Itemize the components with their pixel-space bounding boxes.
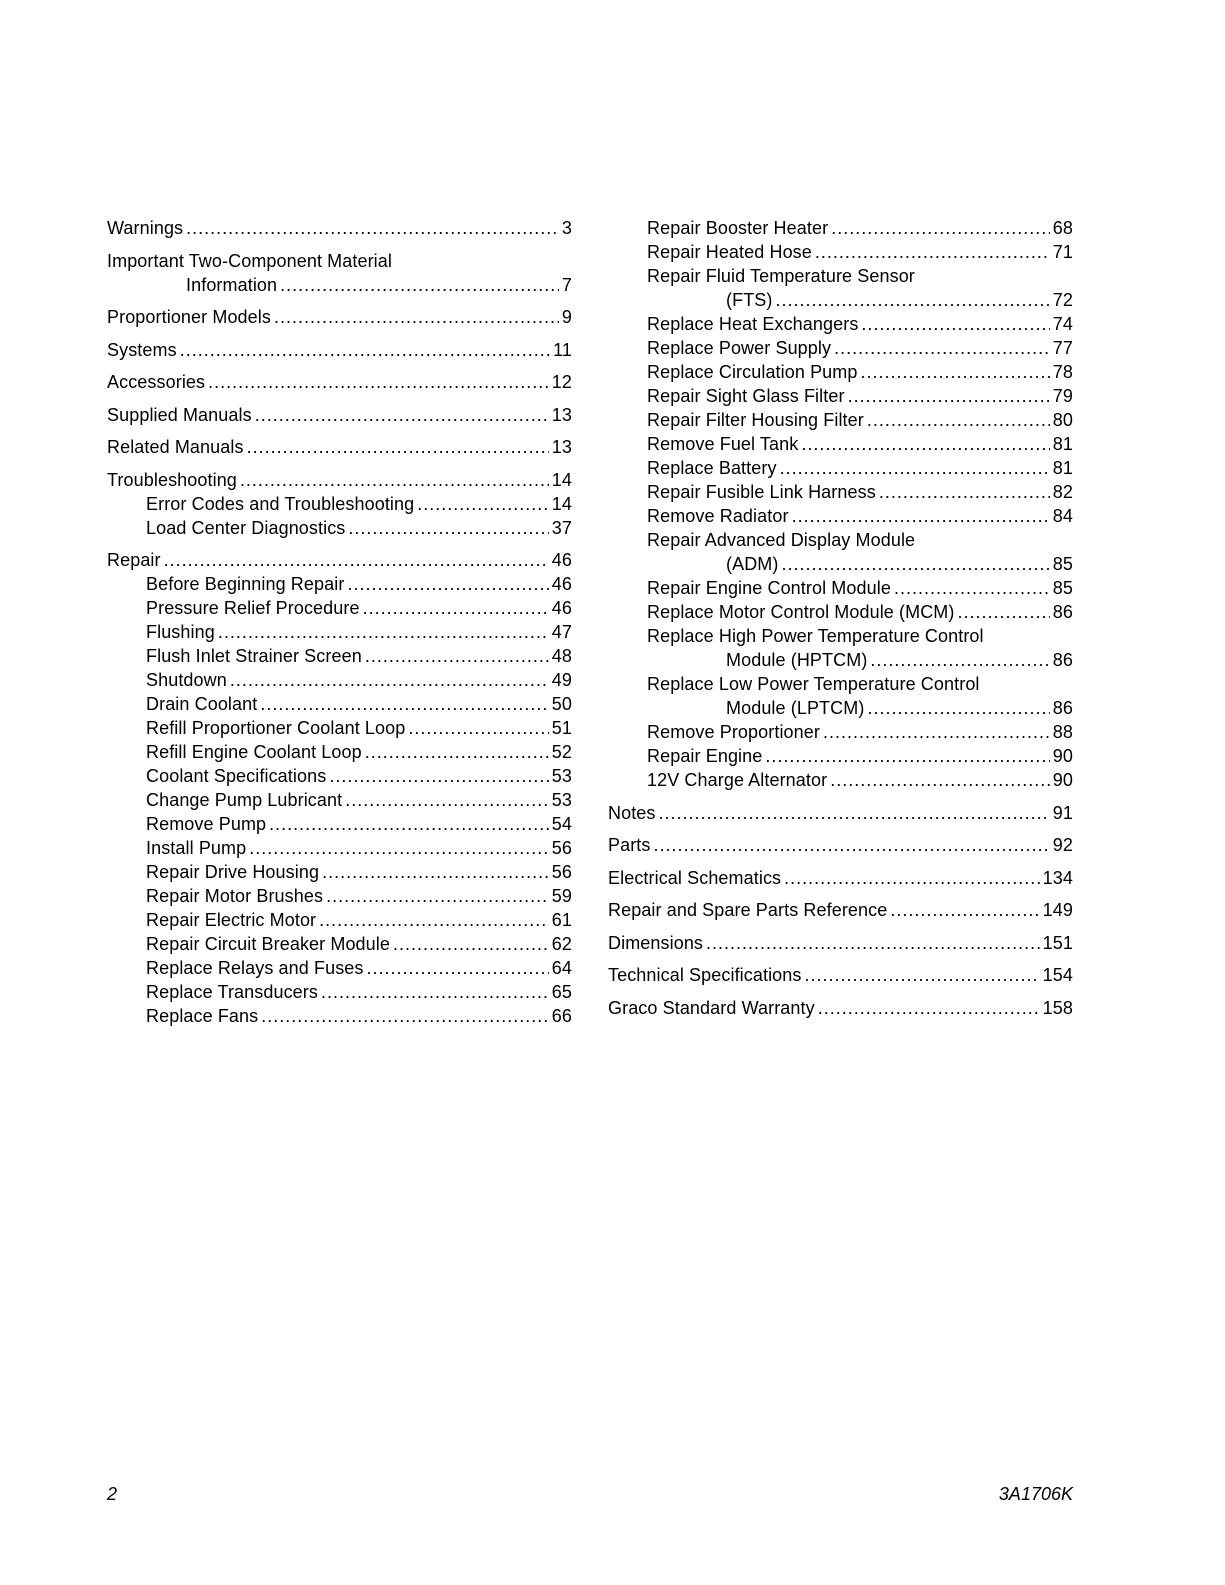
toc-entry[interactable]	[608, 528, 1073, 576]
toc-entry-title: Repair Fluid Temperature Sensor	[647, 266, 915, 286]
toc-entry-title: Remove Fuel Tank	[647, 434, 799, 454]
dot-leader	[326, 884, 549, 908]
toc-entry-page: 46	[551, 598, 572, 618]
toc-entry-page: 59	[551, 886, 572, 906]
toc-entry[interactable]	[107, 370, 572, 394]
toc-entry[interactable]	[107, 305, 572, 329]
toc-entry[interactable]	[608, 336, 1073, 360]
dot-leader	[319, 908, 549, 932]
toc-entry-title: Troubleshooting	[107, 469, 237, 490]
toc-entry[interactable]	[608, 312, 1073, 336]
dot-leader	[393, 932, 549, 956]
dot-leader	[322, 860, 549, 884]
toc-entry[interactable]	[107, 620, 572, 644]
toc-entry-title: Proportioner Models	[107, 307, 271, 327]
toc-entry[interactable]	[107, 860, 572, 884]
toc-entry-page: 77	[1052, 338, 1073, 358]
toc-entry-title: Repair Booster Heater	[647, 218, 829, 238]
toc-entry-page: 13	[551, 437, 572, 457]
toc-entry[interactable]	[608, 672, 1073, 720]
toc-entry-title: Important Two-Component Material	[107, 250, 392, 271]
toc-entry[interactable]	[107, 668, 572, 692]
toc-entry-title: Remove Pump	[146, 814, 267, 834]
toc-entry-title: Remove Proportioner	[647, 722, 820, 742]
toc-entry[interactable]	[107, 908, 572, 932]
dot-leader	[230, 668, 549, 692]
dot-leader	[830, 768, 1050, 792]
toc-entry-page: 13	[551, 404, 572, 425]
dot-leader	[834, 336, 1050, 360]
toc-entry-page: 86	[1052, 698, 1073, 718]
toc-entry[interactable]	[608, 963, 1073, 987]
toc-entry[interactable]	[107, 764, 572, 788]
toc-entry-title: Pressure Relief Procedure	[146, 598, 360, 618]
toc-entry-title: Accessories	[107, 372, 206, 392]
toc-entry-page: 74	[1052, 314, 1073, 334]
dot-leader	[347, 572, 548, 596]
toc-entry-title: Electrical Schematics	[608, 867, 782, 888]
toc-entry-page: 11	[553, 339, 572, 360]
toc-entry-title: Graco Standard Warranty	[608, 997, 815, 1018]
dot-leader	[775, 288, 1049, 312]
toc-entry-title: Change Pump Lubricant	[146, 790, 343, 810]
dot-leader	[792, 504, 1050, 528]
toc-entry-page: 81	[1052, 458, 1073, 478]
toc-entry-title: Load Center Diagnostics	[146, 517, 346, 538]
toc-entry-title: Replace Relays and Fuses	[146, 958, 364, 978]
toc-entry-title: Dimensions	[608, 932, 704, 953]
toc-entry-page: 14	[551, 469, 572, 490]
toc-entry-title: Repair Sight Glass Filter	[647, 386, 845, 406]
toc-entry-title: Replace Battery	[647, 458, 777, 478]
dot-leader	[879, 480, 1050, 504]
toc-entry-title: Repair Advanced Display Module	[647, 530, 916, 550]
toc-entry-page: 56	[551, 862, 572, 882]
toc-entry-title: Warnings	[107, 218, 184, 238]
toc-entry[interactable]	[107, 836, 572, 860]
toc-entry[interactable]	[107, 492, 572, 516]
dot-leader	[801, 432, 1049, 456]
dot-leader	[861, 360, 1050, 384]
toc-entry-page: 71	[1052, 242, 1073, 262]
toc-entry-page: 92	[1052, 835, 1073, 855]
toc-entry-title: Repair Filter Housing Filter	[647, 410, 864, 430]
toc-entry-page: 79	[1052, 386, 1073, 406]
toc-entry-title: Refill Proportioner Coolant Loop	[146, 718, 406, 738]
toc-entry-title-continued: Information	[186, 274, 278, 295]
toc-entry[interactable]	[608, 898, 1073, 922]
toc-entry[interactable]	[608, 576, 1073, 600]
toc-entry[interactable]	[107, 716, 572, 740]
toc-entry-page: 53	[551, 766, 572, 786]
dot-leader	[218, 620, 549, 644]
toc-entry[interactable]	[107, 692, 572, 716]
toc-entry[interactable]	[608, 384, 1073, 408]
toc-entry-title: Repair and Spare Parts Reference	[608, 900, 888, 920]
toc-entry[interactable]	[107, 740, 572, 764]
toc-entry[interactable]	[107, 1004, 572, 1028]
toc-entry[interactable]	[608, 408, 1073, 432]
toc-entry-title: Replace Fans	[146, 1006, 259, 1026]
toc-entry-page: 78	[1052, 362, 1073, 382]
dot-leader	[870, 648, 1049, 672]
dot-leader	[240, 468, 549, 492]
toc-entry[interactable]	[107, 516, 572, 540]
toc-entry-page: 56	[551, 838, 572, 858]
toc-entry-page: 14	[551, 493, 572, 514]
toc-entry-page: 84	[1052, 506, 1073, 526]
toc-entry[interactable]	[107, 572, 572, 596]
toc-entry-page: 54	[551, 814, 572, 834]
toc-entry-page: 46	[551, 550, 572, 570]
toc-entry-page: 37	[551, 517, 572, 538]
toc-entry-title: Flush Inlet Strainer Screen	[146, 646, 362, 666]
toc-entry[interactable]	[608, 866, 1073, 890]
toc-entry[interactable]	[107, 884, 572, 908]
toc-entry-page: 62	[551, 934, 572, 954]
toc-entry-title: Replace Circulation Pump	[647, 362, 858, 382]
toc-entry-title: Supplied Manuals	[107, 404, 252, 425]
toc-entry[interactable]	[608, 240, 1073, 264]
toc-entry-title: Replace Low Power Temperature Control	[647, 674, 980, 694]
dot-leader	[329, 764, 548, 788]
toc-entry[interactable]	[608, 768, 1073, 792]
toc-entry-title: Repair Fusible Link Harness	[647, 482, 876, 502]
toc-entry-title: Drain Coolant	[146, 694, 258, 714]
dot-leader	[365, 740, 549, 764]
toc-entry-title: Remove Radiator	[647, 506, 789, 526]
toc-entry-title: Repair Circuit Breaker Module	[146, 934, 390, 954]
dot-leader	[417, 492, 549, 516]
dot-leader	[255, 403, 549, 427]
dot-leader	[818, 996, 1040, 1020]
toc-entry-page: 3	[561, 218, 572, 238]
dot-leader	[345, 788, 549, 812]
toc-entry[interactable]	[107, 788, 572, 812]
toc-entry-page: 151	[1042, 932, 1073, 953]
dot-leader	[247, 435, 549, 459]
toc-entry-title-continued: (ADM)	[726, 554, 779, 574]
toc-entry-page: 82	[1052, 482, 1073, 502]
toc-entry-title: 12V Charge Alternator	[647, 770, 828, 790]
dot-leader	[408, 716, 548, 740]
dot-leader	[823, 720, 1050, 744]
toc-entry-title-continued: (FTS)	[726, 290, 773, 310]
toc-entry[interactable]	[608, 931, 1073, 955]
toc-entry-title: Repair	[107, 550, 161, 570]
dot-leader	[861, 312, 1049, 336]
toc-entry[interactable]	[107, 249, 572, 297]
dot-leader	[180, 338, 550, 362]
toc-entry-page: 154	[1042, 965, 1073, 985]
toc-entry-title-continued: Module (LPTCM)	[726, 698, 865, 718]
toc-entry-title: Technical Specifications	[608, 965, 802, 985]
toc-entry-page: 65	[551, 982, 572, 1002]
toc-entry-title: Install Pump	[146, 838, 247, 858]
toc-entry[interactable]	[107, 812, 572, 836]
dot-leader	[780, 456, 1050, 480]
toc-entry-title: Error Codes and Troubleshooting	[146, 493, 415, 514]
toc-entry[interactable]	[107, 403, 572, 427]
toc-entry-title: Replace Motor Control Module (MCM)	[647, 602, 955, 622]
document-code: 3A1706K	[998, 1484, 1073, 1504]
toc-entry-page: 72	[1052, 290, 1073, 310]
toc-entry[interactable]	[608, 624, 1073, 672]
toc-entry-page: 86	[1052, 650, 1073, 670]
toc-entry[interactable]	[608, 504, 1073, 528]
toc-entry-title: Repair Drive Housing	[146, 862, 320, 882]
toc-entry[interactable]	[107, 468, 572, 492]
dot-leader	[894, 576, 1050, 600]
toc-left-column	[107, 216, 572, 1028]
toc-entry[interactable]	[107, 548, 572, 572]
toc-entry-page: 48	[551, 646, 572, 666]
toc-entry-title: Replace High Power Temperature Control	[647, 626, 984, 646]
toc-entry-page: 81	[1052, 434, 1073, 454]
toc-entry-page: 90	[1052, 770, 1073, 790]
dot-leader	[867, 408, 1050, 432]
toc-entry-title: Shutdown	[146, 670, 227, 690]
dot-leader	[958, 600, 1050, 624]
toc-entry-page: 64	[551, 958, 572, 978]
dot-leader	[164, 548, 549, 572]
toc-entry[interactable]	[608, 600, 1073, 624]
toc-entry[interactable]	[608, 996, 1073, 1020]
toc-entry[interactable]	[608, 480, 1073, 504]
toc-entry-page: 47	[551, 622, 572, 642]
toc-entry-page: 80	[1052, 410, 1073, 430]
toc-entry-page: 158	[1042, 997, 1073, 1018]
toc-entry[interactable]	[107, 435, 572, 459]
toc-entry-title: Related Manuals	[107, 437, 244, 457]
dot-leader	[890, 898, 1039, 922]
toc-entry[interactable]	[107, 596, 572, 620]
toc-entry-page: 61	[551, 910, 572, 930]
toc-entry-title: Repair Engine Control Module	[647, 578, 891, 598]
toc-entry[interactable]	[608, 216, 1073, 240]
dot-leader	[261, 1004, 549, 1028]
dot-leader	[805, 963, 1040, 987]
dot-leader	[348, 516, 548, 540]
toc-entry-page: 85	[1052, 554, 1073, 574]
toc-entry-page: 51	[551, 718, 572, 738]
dot-leader	[831, 216, 1050, 240]
toc-entry-title-continued: Module (HPTCM)	[726, 650, 868, 670]
toc-entry-page: 90	[1052, 746, 1073, 766]
toc-entry-page: 49	[551, 670, 572, 690]
dot-leader	[765, 744, 1049, 768]
toc-entry-title: Repair Heated Hose	[647, 242, 812, 262]
dot-leader	[269, 812, 549, 836]
toc-entry[interactable]	[107, 644, 572, 668]
toc-entry-title: Parts	[608, 835, 651, 855]
toc-entry-title: Repair Engine	[647, 746, 763, 766]
dot-leader	[848, 384, 1050, 408]
toc-entry-page: 66	[551, 1006, 572, 1026]
toc-entry[interactable]	[608, 456, 1073, 480]
toc-entry-title: Coolant Specifications	[146, 766, 327, 786]
dot-leader	[249, 836, 549, 860]
toc-entry[interactable]	[107, 980, 572, 1004]
toc-entry-title: Before Beginning Repair	[146, 574, 345, 594]
toc-entry-page: 7	[561, 274, 572, 295]
page-number: 2	[107, 1484, 118, 1504]
toc-entry-page: 149	[1042, 900, 1073, 920]
dot-leader	[784, 866, 1040, 890]
dot-leader	[365, 644, 549, 668]
toc-entry-title: Repair Electric Motor	[146, 910, 317, 930]
toc-entry-page: 88	[1052, 722, 1073, 742]
dot-leader	[274, 305, 559, 329]
toc-entry[interactable]	[107, 956, 572, 980]
toc-entry-page: 52	[551, 742, 572, 762]
dot-leader	[260, 692, 548, 716]
dot-leader	[367, 956, 549, 980]
dot-leader	[186, 216, 559, 240]
toc-entry-title: Replace Transducers	[146, 982, 318, 1002]
toc-entry[interactable]	[107, 216, 572, 240]
toc-entry-title: Flushing	[146, 622, 215, 642]
toc-entry-page: 134	[1042, 867, 1073, 888]
toc-entry-page: 46	[551, 574, 572, 594]
toc-entry-title: Replace Power Supply	[647, 338, 832, 358]
toc-entry-title: Systems	[107, 339, 177, 360]
toc-entry[interactable]	[608, 432, 1073, 456]
toc-entry[interactable]	[608, 720, 1073, 744]
toc-entry[interactable]	[608, 744, 1073, 768]
toc-entry[interactable]	[608, 264, 1073, 312]
dot-leader	[815, 240, 1050, 264]
toc-entry-title: Refill Engine Coolant Loop	[146, 742, 362, 762]
toc-entry-page: 50	[551, 694, 572, 714]
toc-entry-page: 68	[1052, 218, 1073, 238]
dot-leader	[654, 833, 1050, 857]
dot-leader	[706, 931, 1040, 955]
toc-entry[interactable]	[608, 360, 1073, 384]
toc-entry-title: Notes	[608, 802, 656, 823]
dot-leader	[321, 980, 549, 1004]
dot-leader	[363, 596, 549, 620]
toc-entry-page: 86	[1052, 602, 1073, 622]
toc-entry-page: 53	[551, 790, 572, 810]
toc-entry-title: Replace Heat Exchangers	[647, 314, 859, 334]
toc-entry-page: 91	[1052, 802, 1073, 823]
dot-leader	[867, 696, 1049, 720]
toc-entry-page: 85	[1052, 578, 1073, 598]
toc-right-column	[608, 216, 1073, 1020]
dot-leader	[208, 370, 549, 394]
dot-leader	[659, 801, 1050, 825]
toc-entry[interactable]	[107, 932, 572, 956]
toc-entry-page: 12	[551, 372, 572, 392]
toc-entry-page: 9	[561, 307, 572, 327]
toc-entry[interactable]	[608, 801, 1073, 825]
dot-leader	[280, 273, 559, 297]
dot-leader	[782, 552, 1050, 576]
toc-entry-title: Repair Motor Brushes	[146, 886, 324, 906]
toc-entry[interactable]	[608, 833, 1073, 857]
toc-entry[interactable]	[107, 338, 572, 362]
